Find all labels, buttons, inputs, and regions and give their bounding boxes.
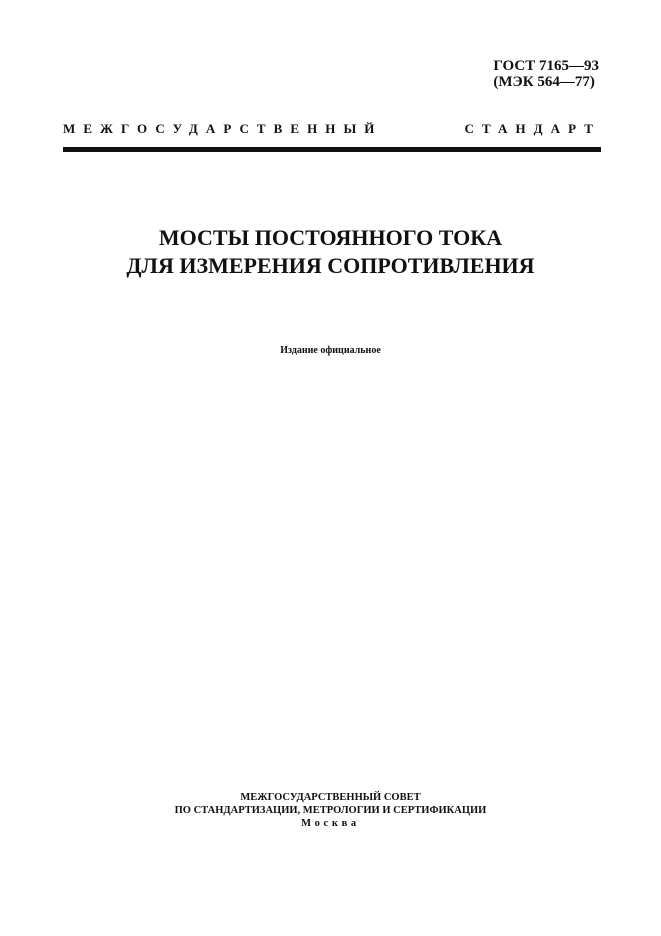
title-line-1: МОСТЫ ПОСТОЯННОГО ТОКА bbox=[158, 225, 503, 250]
publisher-city: Москва bbox=[301, 818, 360, 829]
title-line-2: ДЛЯ ИЗМЕРЕНИЯ СОПРОТИВЛЕНИЯ bbox=[126, 253, 535, 278]
horizontal-rule bbox=[63, 147, 601, 152]
publisher-block bbox=[0, 791, 661, 830]
standard-type-heading: МЕЖГОСУДАРСТВЕННЫЙ СТАНДАРТ bbox=[63, 121, 601, 136]
publisher-line-1: МЕЖГОСУДАРСТВЕННЫЙ СОВЕТ bbox=[240, 792, 421, 803]
gost-number: ГОСТ 7165—93 bbox=[493, 58, 599, 74]
standard-number-block bbox=[493, 58, 599, 90]
edition-note: Издание официальное bbox=[280, 345, 381, 356]
iec-number: (МЭК 564—77) bbox=[493, 74, 595, 90]
publisher-line-2: ПО СТАНДАРТИЗАЦИИ, МЕТРОЛОГИИ И СЕРТИФИКАЦИИ bbox=[174, 805, 487, 816]
document-title bbox=[0, 224, 661, 280]
